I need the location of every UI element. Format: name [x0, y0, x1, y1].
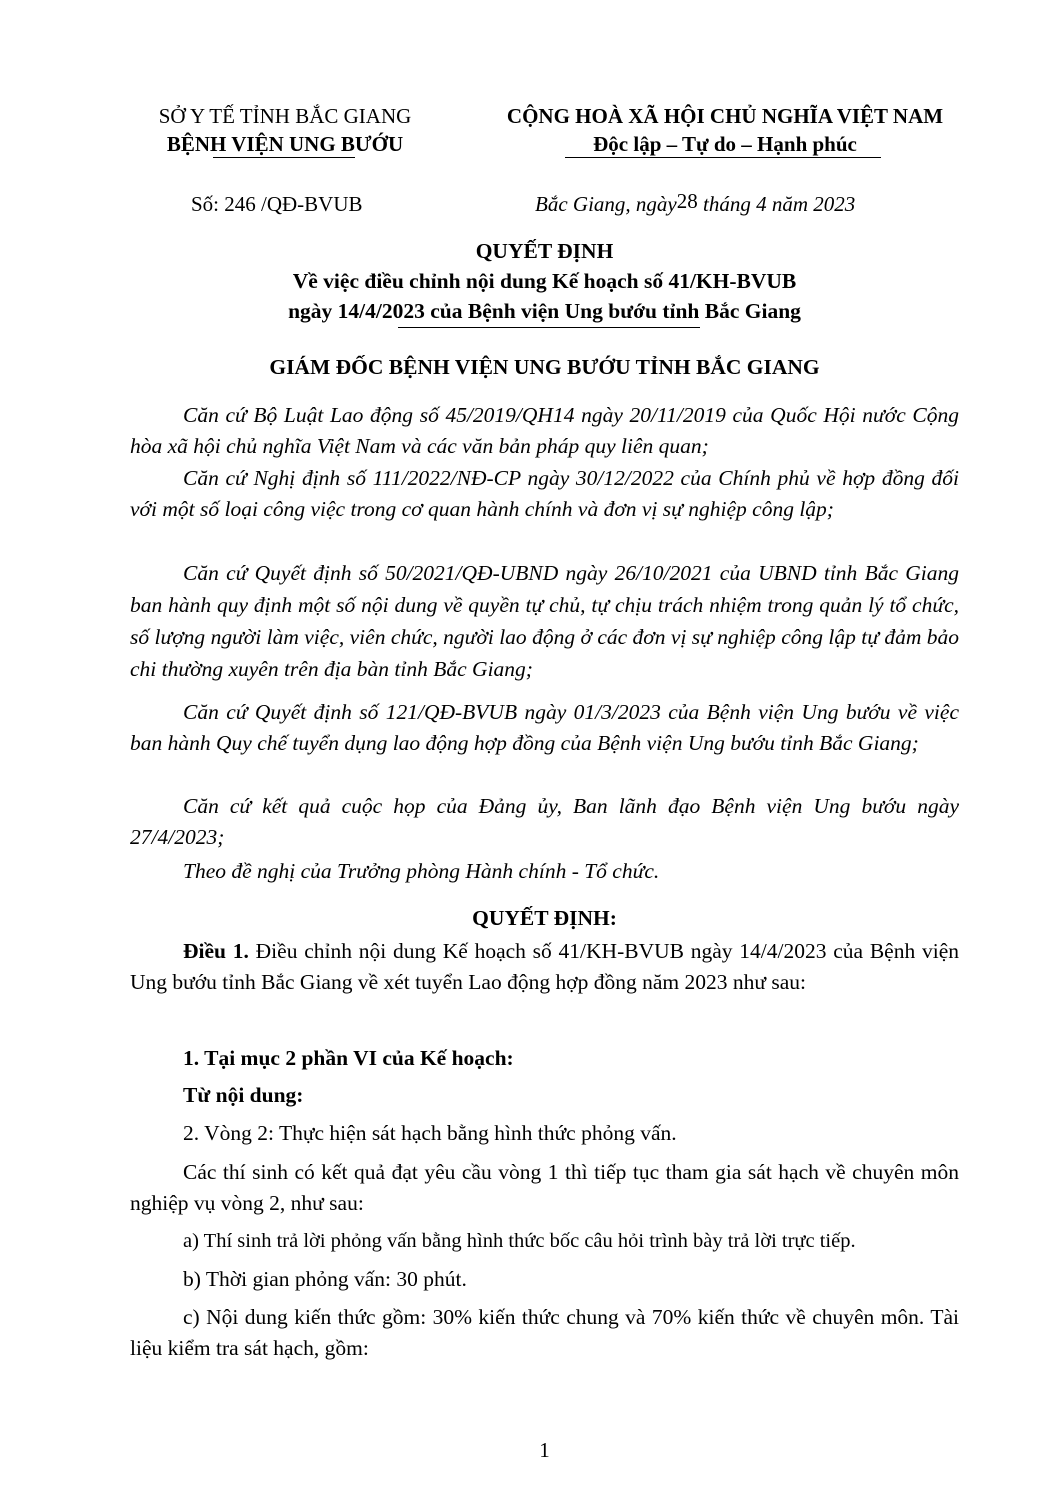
legal-basis-2: Căn cứ Nghị định số 111/2022/NĐ-CP ngày 30/12/2022 của Chính phủ về hợp đồng đối với một số loại công việc trong cơ quan hành chính và đơn vị sự nghiệp công lập; [130, 466, 959, 521]
header-right-block [470, 102, 980, 158]
number-value: 246 [224, 192, 256, 216]
date-suffix: tháng 4 năm 2023 [697, 192, 856, 216]
legal-basis-1: Căn cứ Bộ Luật Lao động số 45/2019/QH14 ngày 20/11/2019 của Quốc Hội nước Cộng hòa xã hội chủ nghĩa Việt Nam và các văn bản pháp quy liên quan; [130, 403, 959, 458]
article-1-text: Điều chỉnh nội dung Kế hoạch số 41/KH-BVUB ngày 14/4/2023 của Bệnh viện Ung bướu tỉnh Bắc Giang về xét tuyển Lao động hợp đồng năm 2023 như sau: [130, 939, 959, 994]
section-1-heading: 1. Tại mục 2 phần VI của Kế hoạch: [183, 1046, 514, 1070]
round-2-item: 2. Vòng 2: Thực hiện sát hạch bằng hình thức phỏng vấn. [183, 1121, 677, 1145]
subject-line-1: Về việc điều chỉnh nội dung Kế hoạch số 41/KH-BVUB [292, 269, 797, 293]
number-suffix: /QĐ-BVUB [255, 192, 363, 216]
subject-line-2: ngày 14/4/2023 của Bệnh viện Ung bướu tỉnh Bắc Giang [288, 299, 801, 323]
issuing-authority: GIÁM ĐỐC BỆNH VIỆN UNG BƯỚU TỈNH BẮC GIANG [269, 355, 820, 379]
header-left-block [130, 102, 440, 158]
document-number [191, 190, 363, 218]
page-number: 1 [539, 1438, 550, 1462]
decision-heading: QUYẾT ĐỊNH: [472, 906, 617, 930]
document-heading: QUYẾT ĐỊNH [475, 239, 614, 263]
hospital-name: BỆNH VIỆN UNG BƯỚU [166, 132, 404, 156]
date-prefix: Bắc Giang, ngày [535, 192, 677, 216]
article-1 [130, 936, 959, 998]
item-c: c) Nội dung kiến thức gồm: 30% kiến thức chung và 70% kiến thức về chuyên môn. Tài liệu kiểm tra sát hạch, gồm: [130, 1305, 959, 1360]
item-a: a) Thí sinh trả lời phỏng vấn bằng hình thức bốc câu hỏi trình bày trả lời trực tiếp. [183, 1230, 856, 1252]
legal-basis-6: Theo đề nghị của Trưởng phòng Hành chính - Tổ chức. [183, 859, 660, 883]
document-date [535, 190, 855, 218]
legal-basis-3: Căn cứ Quyết định số 50/2021/QĐ-UBND ngày 26/10/2021 của UBND tỉnh Bắc Giang ban hành quy định một số nội dung về quyền tự chủ, tự chịu trách nhiệm trong quản lý tổ chức, số lượng người làm việc, viên chức, người lao động ở các đơn vị sự nghiệp công lập tự đảm bảo chi thường xuyên trên địa bàn tỉnh Bắc Giang; [130, 561, 959, 681]
candidates-paragraph: Các thí sinh có kết quả đạt yêu cầu vòng 1 thì tiếp tục tham gia sát hạch về chuyên môn nghiệp vụ vòng 2, như sau: [130, 1160, 959, 1215]
legal-basis-5: Căn cứ kết quả cuộc họp của Đảng ủy, Ban lãnh đạo Bệnh viện Ung bướu ngày 27/4/2023; [130, 794, 959, 849]
title-block [130, 236, 959, 326]
from-content-label: Từ nội dung: [183, 1083, 304, 1107]
country-name: CỘNG HOÀ XÃ HỘI CHỦ NGHĨA VIỆT NAM [506, 104, 944, 128]
motto-underline [565, 157, 881, 158]
date-day: 28 [676, 189, 698, 213]
item-b: b) Thời gian phỏng vấn: 30 phút. [183, 1267, 467, 1291]
hospital-name-underline [213, 157, 355, 158]
department-name: SỞ Y TẾ TỈNH BẮC GIANG [158, 104, 412, 128]
country-motto: Độc lập – Tự do – Hạnh phúc [593, 132, 857, 156]
article-1-label: Điều 1. [183, 939, 249, 963]
legal-basis-4: Căn cứ Quyết định số 121/QĐ-BVUB ngày 01/3/2023 của Bệnh viện Ung bướu về việc ban hành Quy chế tuyển dụng lao động hợp đồng của Bệnh viện Ung bướu tỉnh Bắc Giang; [130, 700, 959, 755]
title-underline [398, 327, 700, 328]
number-prefix: Số: [191, 192, 225, 216]
